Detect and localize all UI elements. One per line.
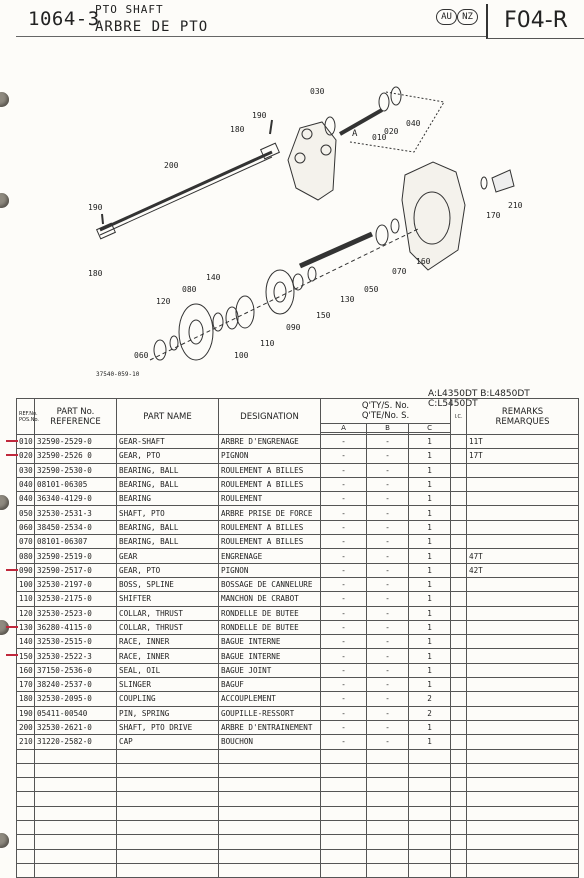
ref-no-cell: 170 <box>17 678 35 692</box>
table-row <box>17 435 579 449</box>
designation-cell: BAGUE INTERNE <box>219 649 321 663</box>
callout-040: 040 <box>406 119 421 128</box>
row-highlight-mark <box>6 626 18 628</box>
qty-a-cell: - <box>321 463 367 477</box>
exploded-diagram <box>0 40 582 390</box>
part-name-cell: BEARING, BALL <box>117 477 219 491</box>
part-no-cell: 32530-2522-3 <box>35 649 117 663</box>
coupling-front <box>97 223 116 239</box>
callout-150: 150 <box>316 311 331 320</box>
table-row <box>17 678 579 692</box>
callout-010: 010 <box>372 133 387 142</box>
qty-c-cell: 1 <box>409 549 451 563</box>
title-english: PTO SHAFT <box>95 3 164 16</box>
blank-row <box>17 792 579 806</box>
qty-c-cell: 1 <box>409 492 451 506</box>
part-no-cell: 32530-2515-0 <box>35 635 117 649</box>
part-no-cell: 36280-4115-0 <box>35 620 117 634</box>
ic-cell <box>451 606 467 620</box>
ic-cell <box>451 692 467 706</box>
section-code: 1064-3 <box>28 8 100 30</box>
remarks-cell <box>467 678 579 692</box>
col-ref-no: REF.No. POS.No. <box>17 399 35 435</box>
callout-170: 170 <box>486 211 501 220</box>
remarks-cell <box>467 506 579 520</box>
callout-200: 200 <box>164 161 179 170</box>
part-no-cell: 32530-2531-3 <box>35 506 117 520</box>
designation-cell: PIGNON <box>219 449 321 463</box>
remarks-cell <box>467 635 579 649</box>
remarks-cell <box>467 720 579 734</box>
designation-cell: ARBRE D'ENTRAINEMENT <box>219 720 321 734</box>
part-name-cell: BEARING <box>117 492 219 506</box>
blank-row <box>17 849 579 863</box>
qty-b-cell: - <box>367 492 409 506</box>
qty-b-cell: - <box>367 620 409 634</box>
view-label: A <box>352 129 358 139</box>
ic-cell <box>451 435 467 449</box>
qty-c-cell: 1 <box>409 535 451 549</box>
qty-b-cell: - <box>367 649 409 663</box>
remarks-cell <box>467 492 579 506</box>
page-id: F04-R <box>486 4 584 39</box>
remarks-cell: 11T <box>467 435 579 449</box>
table-row <box>17 535 579 549</box>
blank-row <box>17 821 579 835</box>
remarks-cell: 42T <box>467 563 579 577</box>
qty-a-cell: - <box>321 592 367 606</box>
part-no-cell: 32530-2175-0 <box>35 592 117 606</box>
bearing-070 <box>376 225 388 245</box>
part-name-cell: RACE, INNER <box>117 649 219 663</box>
part-no-cell: 32530-2523-0 <box>35 606 117 620</box>
callout-180: 180 <box>230 125 245 134</box>
ref-no-cell: 120 <box>17 606 35 620</box>
ic-cell <box>451 720 467 734</box>
ref-no-cell: 020 <box>17 449 35 463</box>
qty-c-cell: 1 <box>409 592 451 606</box>
ic-cell <box>451 506 467 520</box>
ic-cell <box>451 577 467 591</box>
designation-cell: BAGUE JOINT <box>219 663 321 677</box>
qty-b-cell: - <box>367 563 409 577</box>
ref-no-cell: 050 <box>17 506 35 520</box>
qty-c-cell: 1 <box>409 477 451 491</box>
table-row <box>17 649 579 663</box>
callout-190: 190 <box>252 111 267 120</box>
part-no-cell: 32530-2095-0 <box>35 692 117 706</box>
part-name-cell: COLLAR, THRUST <box>117 620 219 634</box>
part-name-cell: BOSS, SPLINE <box>117 577 219 591</box>
qty-c-cell: 1 <box>409 678 451 692</box>
qty-b-cell: - <box>367 435 409 449</box>
shifter-110 <box>236 296 254 328</box>
binder-hole <box>0 833 9 848</box>
ic-cell <box>451 620 467 634</box>
qty-a-cell: - <box>321 720 367 734</box>
pto-drive-shaft <box>100 152 272 230</box>
part-no-cell: 08101-06307 <box>35 535 117 549</box>
part-name-cell: COLLAR, THRUST <box>117 606 219 620</box>
callout-090: 090 <box>286 323 301 332</box>
part-no-cell: 32590-2529-0 <box>35 435 117 449</box>
qty-a-cell: - <box>321 663 367 677</box>
ref-no-cell: 150 <box>17 649 35 663</box>
qty-a-cell: - <box>321 635 367 649</box>
cap-210 <box>492 170 514 192</box>
designation-cell: GOUPILLE-RESSORT <box>219 706 321 720</box>
ref-no-cell: 040 <box>17 477 35 491</box>
part-name-cell: BEARING, BALL <box>117 463 219 477</box>
qty-b-cell: - <box>367 720 409 734</box>
designation-cell: ENGRENAGE <box>219 549 321 563</box>
part-name-cell: GEAR <box>117 549 219 563</box>
qty-a-cell: - <box>321 449 367 463</box>
remarks-cell <box>467 520 579 534</box>
col-designation: DESIGNATION <box>219 399 321 435</box>
table-row <box>17 520 579 534</box>
qty-b-cell: - <box>367 520 409 534</box>
part-name-cell: GEAR, PTO <box>117 449 219 463</box>
blank-row <box>17 778 579 792</box>
col-qty-a: A <box>321 424 367 433</box>
parts-table <box>16 398 579 878</box>
designation-cell: ACCOUPLEMENT <box>219 692 321 706</box>
part-name-cell: SHIFTER <box>117 592 219 606</box>
qty-b-cell: - <box>367 678 409 692</box>
qty-c-cell: 1 <box>409 563 451 577</box>
table-row <box>17 449 579 463</box>
part-name-cell: RACE, INNER <box>117 635 219 649</box>
designation-cell: RONDELLE DE BUTEE <box>219 620 321 634</box>
part-no-cell: 31220-2582-0 <box>35 735 117 749</box>
callout-100: 100 <box>234 351 249 360</box>
col-part-no: PART No. REFERENCE <box>35 399 117 435</box>
designation-cell: MANCHON DE CRABOT <box>219 592 321 606</box>
part-no-cell: 32530-2621-0 <box>35 720 117 734</box>
remarks-cell <box>467 649 579 663</box>
qty-c-cell: 1 <box>409 735 451 749</box>
binder-hole <box>0 495 9 510</box>
qty-a-cell: - <box>321 606 367 620</box>
collar-120 <box>170 336 178 350</box>
qty-c-cell: 1 <box>409 606 451 620</box>
qty-c-cell: 1 <box>409 620 451 634</box>
callout-160: 160 <box>416 257 431 266</box>
row-highlight-mark <box>6 654 18 656</box>
qty-a-cell: - <box>321 563 367 577</box>
ref-no-cell: 210 <box>17 735 35 749</box>
qty-c-cell: 1 <box>409 463 451 477</box>
designation-cell: ROULEMENT A BILLES <box>219 477 321 491</box>
callout-060: 060 <box>134 351 149 360</box>
bearing-040 <box>391 87 401 105</box>
callout-110: 110 <box>260 339 275 348</box>
qty-b-cell: - <box>367 549 409 563</box>
ic-cell <box>451 477 467 491</box>
part-name-cell: SLINGER <box>117 678 219 692</box>
designation-cell: BAGUE INTERNE <box>219 635 321 649</box>
qty-a-cell: - <box>321 435 367 449</box>
qty-b-cell: - <box>367 535 409 549</box>
header-rule <box>16 36 486 37</box>
row-highlight-mark <box>6 454 18 456</box>
qty-a-cell: - <box>321 477 367 491</box>
qty-a-cell: - <box>321 506 367 520</box>
designation-cell: ROULEMENT A BILLES <box>219 463 321 477</box>
spring-pin-bottom <box>102 214 103 224</box>
region-badge-au: AU <box>436 9 457 25</box>
col-qty: Q'TY/S. No. Q'TE/No. S. <box>321 399 451 424</box>
remarks-cell <box>467 692 579 706</box>
part-name-cell: GEAR-SHAFT <box>117 435 219 449</box>
qty-c-cell: 1 <box>409 720 451 734</box>
ref-no-cell: 200 <box>17 720 35 734</box>
qty-b-cell: - <box>367 706 409 720</box>
part-name-cell: GEAR, PTO <box>117 563 219 577</box>
ref-no-cell: 110 <box>17 592 35 606</box>
part-no-cell: 32590-2530-0 <box>35 463 117 477</box>
remarks-cell <box>467 706 579 720</box>
table-row <box>17 620 579 634</box>
qty-a-cell: - <box>321 678 367 692</box>
callout-080: 080 <box>182 285 197 294</box>
table-row <box>17 492 579 506</box>
remarks-cell <box>467 735 579 749</box>
col-qty-c: C <box>409 424 451 433</box>
table-row <box>17 506 579 520</box>
qty-b-cell: - <box>367 735 409 749</box>
qty-c-cell: 1 <box>409 435 451 449</box>
designation-cell: ROULEMENT A BILLES <box>219 535 321 549</box>
callout-180b: 180 <box>88 269 103 278</box>
qty-b-cell: - <box>367 663 409 677</box>
ref-no-cell: 060 <box>17 520 35 534</box>
ref-no-cell: 040 <box>17 492 35 506</box>
table-row <box>17 692 579 706</box>
table-row <box>17 735 579 749</box>
table-row <box>17 606 579 620</box>
blank-row <box>17 863 579 877</box>
ref-no-cell: 140 <box>17 635 35 649</box>
row-highlight-mark <box>6 569 18 571</box>
ref-no-cell: 070 <box>17 535 35 549</box>
part-no-cell: 38240-2537-0 <box>35 678 117 692</box>
callout-210: 210 <box>508 201 523 210</box>
qty-c-cell: 1 <box>409 520 451 534</box>
col-remarks: REMARKS REMARQUES <box>467 399 579 435</box>
bearing-060 <box>154 340 166 360</box>
blank-row <box>17 835 579 849</box>
qty-b-cell: - <box>367 463 409 477</box>
callout-130: 130 <box>340 295 355 304</box>
remarks-cell: 47T <box>467 549 579 563</box>
part-no-cell: 32590-2526 0 <box>35 449 117 463</box>
table-row <box>17 577 579 591</box>
qty-a-cell: - <box>321 577 367 591</box>
designation-cell: BOSSAGE DE CANNELURE <box>219 577 321 591</box>
part-name-cell: SHAFT, PTO <box>117 506 219 520</box>
qty-c-cell: 1 <box>409 577 451 591</box>
qty-c-cell: 1 <box>409 635 451 649</box>
remarks-cell: 17T <box>467 449 579 463</box>
part-name-cell: SHAFT, PTO DRIVE <box>117 720 219 734</box>
part-name-cell: COUPLING <box>117 692 219 706</box>
callout-070: 070 <box>392 267 407 276</box>
col-ic: I.C. <box>451 399 467 435</box>
seal-160 <box>391 219 399 233</box>
callout-030: 030 <box>310 87 325 96</box>
callout-050: 050 <box>364 285 379 294</box>
qty-c-cell: 2 <box>409 692 451 706</box>
coupling-rear <box>261 143 280 159</box>
ic-cell <box>451 706 467 720</box>
part-name-cell: CAP <box>117 735 219 749</box>
col-part-name: PART NAME <box>117 399 219 435</box>
ic-cell <box>451 492 467 506</box>
remarks-cell <box>467 535 579 549</box>
remarks-cell <box>467 606 579 620</box>
qty-c-cell: 1 <box>409 449 451 463</box>
table-row <box>17 635 579 649</box>
part-no-cell: 36340-4129-0 <box>35 492 117 506</box>
ic-cell <box>451 563 467 577</box>
ic-cell <box>451 463 467 477</box>
qty-a-cell: - <box>321 649 367 663</box>
qty-a-cell: - <box>321 535 367 549</box>
ic-cell <box>451 520 467 534</box>
remarks-cell <box>467 477 579 491</box>
part-no-cell: 32590-2519-0 <box>35 549 117 563</box>
qty-b-cell: - <box>367 692 409 706</box>
qty-b-cell: - <box>367 606 409 620</box>
qty-a-cell: - <box>321 549 367 563</box>
ic-cell <box>451 635 467 649</box>
part-no-cell: 32590-2517-0 <box>35 563 117 577</box>
blank-row <box>17 763 579 777</box>
qty-b-cell: - <box>367 477 409 491</box>
qty-c-cell: 2 <box>409 706 451 720</box>
remarks-cell <box>467 463 579 477</box>
table-row <box>17 592 579 606</box>
ref-no-cell: 010 <box>17 435 35 449</box>
part-name-cell: BEARING, BALL <box>117 535 219 549</box>
callout-120: 120 <box>156 297 171 306</box>
ref-no-cell: 130 <box>17 620 35 634</box>
model-legend: A:L4350DT B:L4850DT C:L5450DT <box>428 389 530 409</box>
part-no-cell: 38450-2534-0 <box>35 520 117 534</box>
ref-no-cell: 160 <box>17 663 35 677</box>
region-badge-nz: NZ <box>457 9 478 25</box>
qty-a-cell: - <box>321 520 367 534</box>
ic-cell <box>451 592 467 606</box>
qty-c-cell: 1 <box>409 663 451 677</box>
remarks-cell <box>467 620 579 634</box>
table-row <box>17 706 579 720</box>
col-qty-b: B <box>367 424 409 433</box>
qty-b-cell: - <box>367 449 409 463</box>
rear-housing <box>402 162 465 270</box>
gear-shaft <box>340 110 382 134</box>
table-row <box>17 463 579 477</box>
part-name-cell: BEARING, BALL <box>117 520 219 534</box>
ic-cell <box>451 535 467 549</box>
drawing-number: 37540-059-10 <box>96 371 140 378</box>
callout-140: 140 <box>206 273 221 282</box>
designation-cell: ARBRE D'ENGRENAGE <box>219 435 321 449</box>
ref-no-cell: 080 <box>17 549 35 563</box>
ref-no-cell: 100 <box>17 577 35 591</box>
slinger-170 <box>481 177 487 189</box>
part-no-cell: 08101-06305 <box>35 477 117 491</box>
qty-a-cell: - <box>321 692 367 706</box>
part-name-cell: SEAL, OIL <box>117 663 219 677</box>
ref-no-cell: 090 <box>17 563 35 577</box>
ic-cell <box>451 649 467 663</box>
pto-shaft <box>300 234 372 266</box>
table-row <box>17 663 579 677</box>
designation-cell: PIGNON <box>219 563 321 577</box>
designation-cell: ROULEMENT A BILLES <box>219 520 321 534</box>
table-row <box>17 720 579 734</box>
ic-cell <box>451 449 467 463</box>
qty-c-cell: 1 <box>409 649 451 663</box>
qty-a-cell: - <box>321 492 367 506</box>
qty-b-cell: - <box>367 635 409 649</box>
qty-a-cell: - <box>321 706 367 720</box>
designation-cell: ROULEMENT <box>219 492 321 506</box>
part-no-cell: 37150-2536-0 <box>35 663 117 677</box>
qty-a-cell: - <box>321 620 367 634</box>
qty-b-cell: - <box>367 592 409 606</box>
designation-cell: BAGUF <box>219 678 321 692</box>
table-row <box>17 477 579 491</box>
part-no-cell: 32530-2197-0 <box>35 577 117 591</box>
callout-020: 020 <box>384 127 399 136</box>
ref-no-cell: 190 <box>17 706 35 720</box>
remarks-cell <box>467 577 579 591</box>
callout-190b: 190 <box>88 203 103 212</box>
title-french: ARBRE DE PTO <box>95 19 209 35</box>
blank-row <box>17 749 579 763</box>
qty-c-cell: 1 <box>409 506 451 520</box>
row-highlight-mark <box>6 440 18 442</box>
part-no-cell: 05411-00540 <box>35 706 117 720</box>
spring-pin-top <box>270 120 272 134</box>
remarks-cell <box>467 663 579 677</box>
qty-a-cell: - <box>321 735 367 749</box>
gear-020 <box>379 93 389 111</box>
ref-no-cell: 030 <box>17 463 35 477</box>
blank-row <box>17 806 579 820</box>
ic-cell <box>451 735 467 749</box>
ic-cell <box>451 663 467 677</box>
designation-cell: ARBRE PRISE DE FORCE <box>219 506 321 520</box>
ref-no-cell: 180 <box>17 692 35 706</box>
part-name-cell: PIN, SPRING <box>117 706 219 720</box>
designation-cell: RONDELLE DE BUTEE <box>219 606 321 620</box>
designation-cell: BOUCHON <box>219 735 321 749</box>
ic-cell <box>451 549 467 563</box>
table-row <box>17 563 579 577</box>
remarks-cell <box>467 592 579 606</box>
qty-b-cell: - <box>367 577 409 591</box>
ic-cell <box>451 678 467 692</box>
qty-b-cell: - <box>367 506 409 520</box>
table-row <box>17 549 579 563</box>
